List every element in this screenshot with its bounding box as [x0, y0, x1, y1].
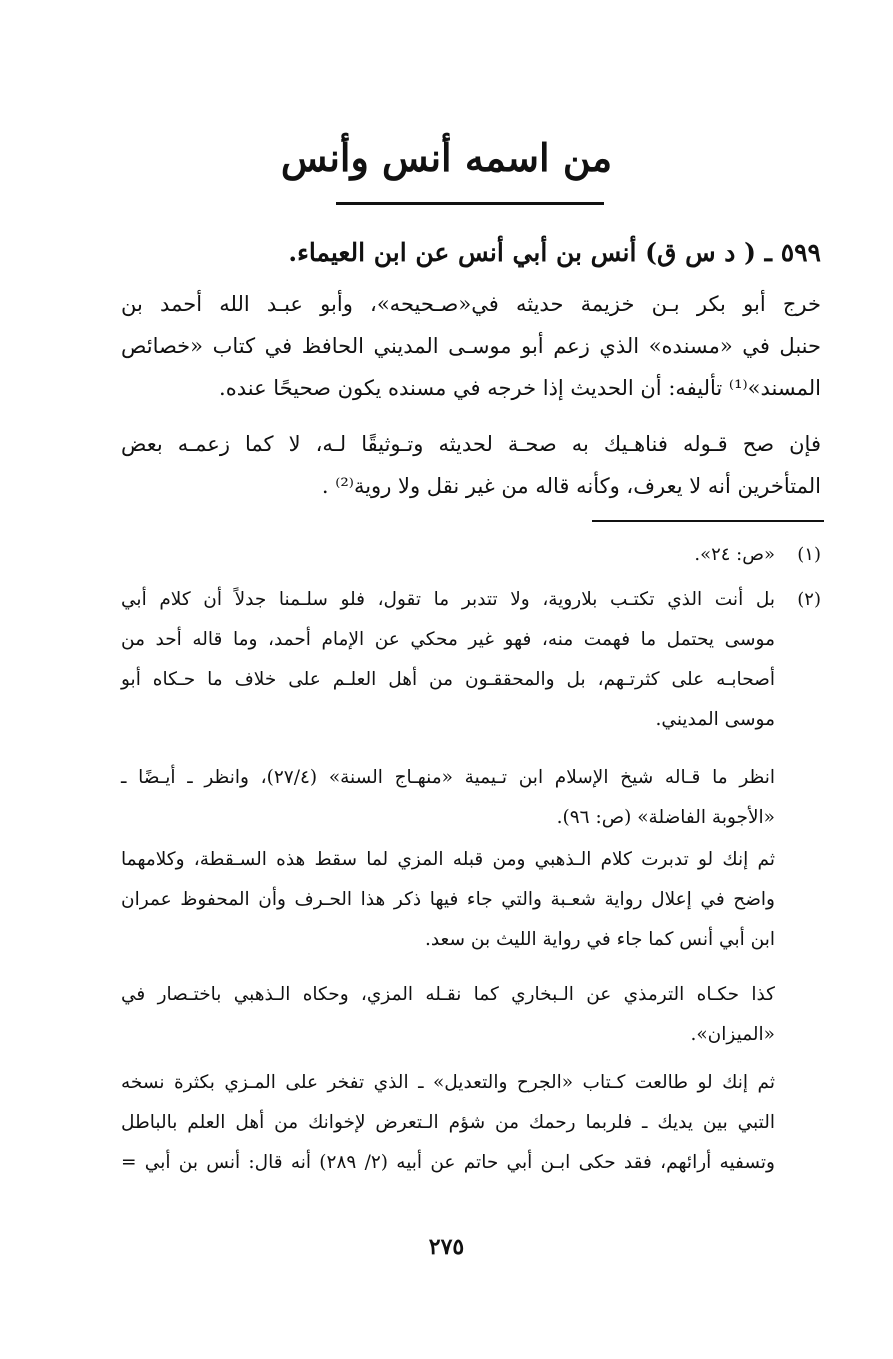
footnote-line: أصحابـه على كثرتـهم، بل والمحققـون من أهل العلـم على خلاف ما حـكاه أبو [121, 669, 775, 690]
footnote-line: انظر ما قـاله شيخ الإسلام ابن تـيمية «منهـاج السنة» (٢٧/٤)، وانظر ـ أيـضًا ـ [121, 767, 775, 788]
text-line: المسند»⁽¹⁾ تأليفه: أن الحديث إذا خرجه في مسنده يكون صحيحًا عنده. [219, 376, 821, 400]
footnote-2-number: (٢) [797, 589, 821, 610]
footnote-line: بل أنت الذي تكتـب بلاروية، ولا تتدبر ما تقول، فلو سلـمنا جدلاً أن كلام أبي [121, 589, 775, 610]
footnote-line: «الأجوبة الفاضلة» (ص: ٩٦). [556, 807, 775, 828]
footnote-line: وتسفيه أرائهم، فقد حكى ابـن أبي حاتم عن أبيه (٢/ ٢٨٩) أنه قال: أنس بن أبي = [121, 1152, 775, 1173]
footnote-line: ثم إنك لو طالعت كـتاب «الجرح والتعديل» ـ الذي تفخر على المـزي بكثرة نسخه [121, 1072, 775, 1093]
footnote-line: التبي بين يديك ـ فلربما رحمك من شؤم الـتعرض لإخوانك من أهل العلم بالباطل [121, 1112, 775, 1133]
footnote-line: «الميزان». [690, 1024, 775, 1045]
chapter-heading: من اسمه أنس وأنس [280, 135, 613, 180]
footnote-2-paragraph-2 [121, 758, 775, 838]
text-line: حنبل في «مسنده» الذي زعم أبو موسـى المديني الحافظ في كتاب «خصائص [121, 334, 821, 358]
footnote-2-paragraph-3 [121, 840, 775, 960]
page-number: ٢٧٥ [428, 1234, 465, 1260]
footnote-2-paragraph-4 [121, 975, 775, 1055]
footnote-separator [592, 520, 824, 522]
footnote-line: كذا حكـاه الترمذي عن الـبخاري كما نقـله المزي، وحكاه الـذهبي باختـصار في [121, 984, 775, 1005]
text-line: فإن صح قـوله فناهـيك به صحـة لحديثه وتـوثيقًا لـه، لا كما زعمـه بعض [121, 432, 821, 456]
footnote-2-paragraph-5 [121, 1063, 775, 1183]
footnote-line: واضح في إعلال رواية شعـبة والتي جاء فيها ذكر هذا الحـرف وأن المحفوظ عمران [121, 889, 775, 910]
footnote-1-text: «ص: ٢٤». [694, 544, 775, 565]
text-line: المتأخرين أنه لا يعرف، وكأنه قاله من غير نقل ولا روية⁽²⁾ . [321, 474, 821, 498]
heading-underline [336, 202, 604, 205]
footnote-line: موسى يحتمل ما فهمت منه، فهو غير محكي عن الإمام أحمد، وما قاله أحد من [121, 629, 775, 650]
footnote-2-paragraph-1 [121, 580, 775, 740]
entry-title: ٥٩٩ ـ ( د س ق) أنس بن أبي أنس عن ابن العيماء. [288, 238, 821, 267]
body-paragraph-1 [121, 283, 821, 409]
footnote-line: موسى المديني. [655, 709, 775, 730]
footnote-line: ابن أبي أنس كما جاء في رواية الليث بن سعد. [424, 929, 775, 950]
body-paragraph-2 [121, 423, 821, 507]
text-line: خرج أبو بكر بـن خزيمة حديثه في«صـحيحه»، وأبو عبـد الله أحمد بن [121, 292, 821, 316]
footnote-line: ثم إنك لو تدبرت كلام الـذهبي ومن قبله المزي لما سقط هذه السـقطة، وكلامهما [121, 849, 775, 870]
footnote-1-number: (١) [797, 544, 821, 565]
